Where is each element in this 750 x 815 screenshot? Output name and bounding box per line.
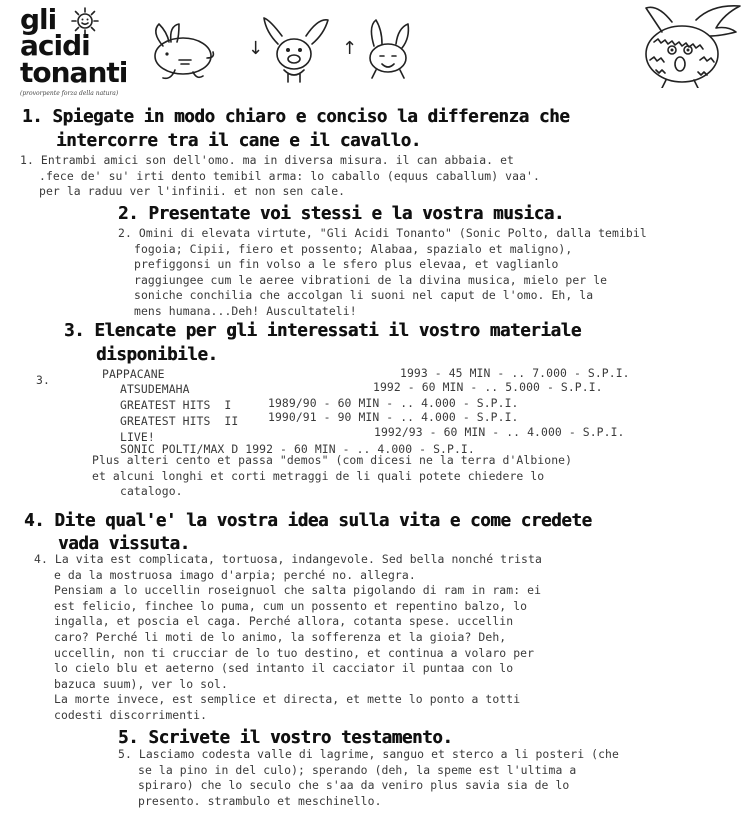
answer-1-line: .fece de' su' irti dento temibil arma: lo caballo (equus caballum) vaa'.	[39, 168, 540, 183]
catalogue-title: GREATEST HITS II	[120, 414, 239, 428]
catalogue-title: GREATEST HITS I	[120, 398, 232, 412]
question-3-line-2: disponibile.	[96, 345, 218, 365]
question-1-line-2: intercorre tra il cane e il cavallo.	[56, 131, 421, 151]
catalogue-title: LIVE!	[120, 430, 155, 444]
answer-2-line: mens humana...Deh! Auscultateli!	[134, 303, 357, 318]
catalogue-details: 1993 - 45 MIN - .. 7.000 - S.P.I.	[400, 366, 630, 380]
answer-4-line: est felicio, finchee lo puma, cum un possento et repentino balzo, lo	[54, 598, 528, 613]
catalogue-details: 1989/90 - 60 MIN - .. 4.000 - S.P.I.	[268, 396, 519, 410]
answer-4-line: e da la mostruosa imago d'arpia; perché no. allegra.	[54, 567, 416, 582]
answer-5-line: spiraro) che lo seculo che s'aa da veniro plus savia sia de lo	[138, 778, 570, 793]
answer-1-line: per la raduu ver l'infinii. et non sen cale.	[39, 184, 346, 199]
answer-2-line: prefiggonsi un fin volso a le sfero plus elevaa, et vaglianlo	[134, 257, 559, 272]
arrow-down-icon: ↓	[248, 38, 264, 59]
question-4-line-2: vada vissuta.	[58, 534, 190, 554]
logo-subtitle: (provorpente forza della natura)	[20, 90, 119, 97]
question-4-line-1: 4. Dite qual'e' la vostra idea sulla vita e come credete	[24, 511, 592, 531]
answer-4-line: 4. La vita est complicata, tortuosa, indangevole. Sed bella nonché trista	[34, 552, 542, 566]
question-1-line-1: 1. Spiegate in modo chiaro e conciso la differenza che	[22, 107, 570, 127]
answer-2-line: soniche conchilia che accolgan li suoni nel caput de l'omo. Eh, la	[134, 288, 594, 303]
answer-5-line: se la pino in del culo); sperando (deh, la speme est l'ultima a	[138, 762, 577, 777]
answer-3-line: catalogo.	[120, 484, 183, 499]
answer-3-line: et alcuni longhi et corti metraggi de li quali potete chiedere lo	[92, 468, 545, 483]
catalogue-title: PAPPACANE	[102, 367, 165, 381]
answer-4-line: ingalla, et poscia el caga. Perché allora, cotanta spese. uccellin	[54, 614, 514, 629]
catalogue-details: 1992 - 60 MIN - .. 5.000 - S.P.I.	[373, 380, 603, 394]
logo-word-gli: gli	[20, 3, 57, 36]
answer-2-line: fogoia; Cipii, fiero et possento; Alabaa, spazialo et maligno),	[134, 241, 573, 256]
answer-1-line: 1. Entrambi amici son dell'omo. ma in diversa misura. il can abbaia. et	[20, 153, 514, 167]
answer-4-line: bazuca suum), ver lo sol.	[54, 676, 228, 691]
answer-3-tail	[92, 453, 712, 500]
catalogue-title: SONIC POLTI/MAX D 1992 - 60 MIN - .. 4.000 - S.P.I.	[120, 442, 475, 456]
arrow-up-icon: ↑	[342, 38, 358, 59]
question-2-line-1: 2. Presentate voi stessi e la vostra musica.	[118, 204, 564, 224]
answer-4-line: La morte invece, est semplice et directa, et mette lo ponto a totti	[54, 692, 521, 707]
answer-4-line: caro? Perché li moti de lo animo, la sofferenza et la gioia? Deh,	[54, 629, 507, 644]
question-3-line-1: 3. Elencate per gli interessati il vostro materiale	[64, 321, 581, 341]
answer-4-line: uccellin, non ti crucciar de lo tuo destino, et continua a volaro per	[54, 645, 535, 660]
catalogue-details: 1992/93 - 60 MIN - .. 4.000 - S.P.I.	[374, 425, 625, 439]
answer-2-line: 2. Omini di elevata virtute, "Gli Acidi Tonanto" (Sonic Polto, dalla temibil	[118, 226, 647, 240]
answer-4-line: lo cielo blu et aeterno (sed intanto il cacciator il puntaa con lo	[54, 661, 514, 676]
answer-5-line: 5. Lasciamo codesta valle di lagrime, sanguo et sterco a li posteri (che	[118, 747, 619, 761]
answer-5	[118, 747, 730, 809]
answer-3-line: Plus alteri cento et passa "demos" (com dicesi ne la terra d'Albione)	[92, 453, 573, 467]
catalogue-details: 1990/91 - 90 MIN - .. 4.000 - S.P.I.	[268, 410, 519, 424]
answer-4	[34, 552, 694, 724]
question-5-line-1: 5. Scrivete il vostro testamento.	[118, 728, 453, 748]
logo-word-acidi: acidi	[20, 29, 90, 62]
answer-4-line: Pensiam a lo uccellin roseignuol che salta pigolando di ram in ram: ei	[54, 583, 542, 598]
catalogue-title: ATSUDEMAHA	[120, 382, 190, 396]
catalogue-number: 3.	[36, 373, 50, 387]
logo-word-tonanti: tonanti	[20, 56, 128, 89]
answer-4-line: codesti discorrimenti.	[54, 707, 208, 722]
answer-5-line: presento. strambulo et meschinello.	[138, 793, 382, 808]
answer-2-line: raggiungee cum le aeree vibrationi de la divina musica, mielo per le	[134, 272, 608, 287]
